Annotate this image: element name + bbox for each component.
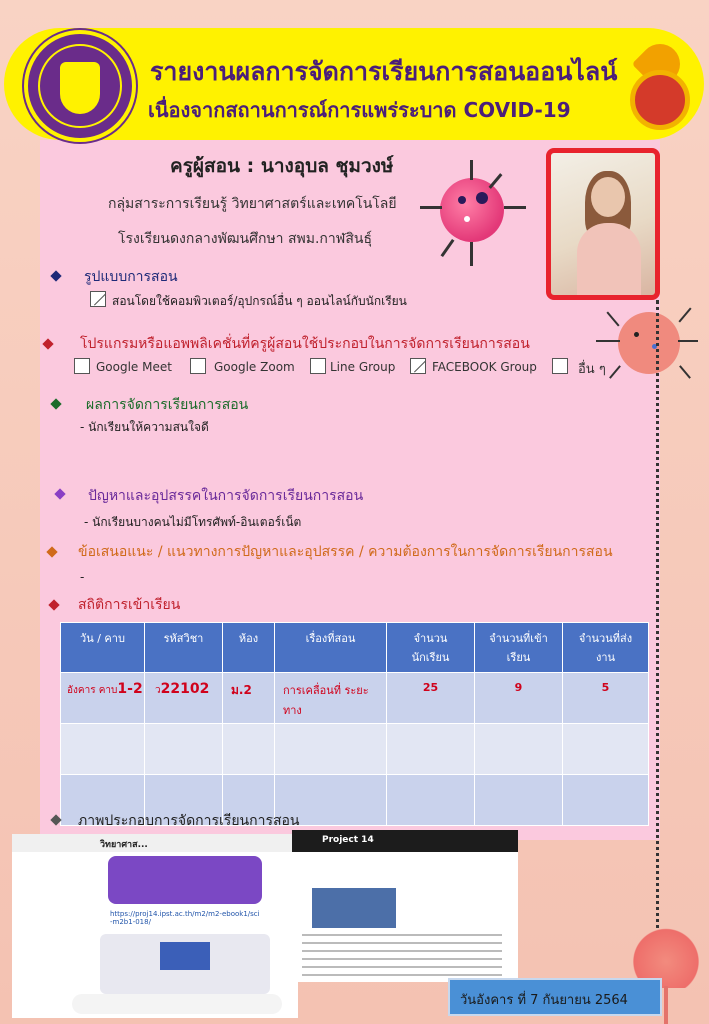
- teaching-format-label: รูปแบบการสอน: [84, 269, 178, 285]
- virus-spike: [596, 340, 620, 342]
- project14-screenshot: [292, 830, 518, 982]
- dotted-decoration: [656, 300, 659, 990]
- code-number: 22102: [160, 681, 210, 697]
- virus-spike: [678, 307, 691, 322]
- suggestions-label: ข้อเสนอแนะ / แนวทางการปัญหาและอุปสรรค / ความต้องการในการจัดการเรียนการสอน: [78, 544, 613, 560]
- report-subtitle: เนื่องจากสถานการณ์การแพร่ระบาด COVID-19: [148, 98, 571, 122]
- line-group-checkbox[interactable]: [310, 358, 326, 374]
- teacher-photo: [546, 148, 660, 300]
- virus-spike: [678, 340, 698, 342]
- virus-icon: [440, 178, 504, 242]
- virus-spike: [470, 242, 473, 266]
- day-period: 1-2: [117, 681, 143, 697]
- teacher-department: กลุ่มสาระการเรียนรู้ วิทยาศาสตร์และเทคโนโลยี: [108, 196, 397, 212]
- flower-stem: [664, 986, 668, 1024]
- cell-day: [61, 673, 145, 724]
- table-row-empty: [61, 724, 649, 775]
- apps-label: โปรแกรมหรือแอพพลิเคชั่นที่ครูผู้สอนใช้ประกอบในการจัดการเรียนการสอน: [80, 336, 530, 352]
- facebook-group-label: FACEBOOK Group: [432, 360, 537, 374]
- table-header-row: [61, 623, 649, 673]
- problems-label: ปัญหาและอุปสรรคในการจัดการเรียนการสอน: [88, 488, 364, 504]
- virus-spike: [420, 206, 442, 209]
- google-zoom-label: Google Zoom: [214, 360, 295, 374]
- col-header-day: วัน / คาบ: [61, 623, 145, 673]
- chat-link: https://proj14.ipst.ac.th/m2/m2-ebook1/sci-m2b1-018/: [110, 910, 260, 926]
- facebook-group-checkbox[interactable]: [410, 358, 426, 374]
- school-seal-icon: [24, 30, 136, 142]
- report-date: วันอังคาร ที่ 7 กันยายน 2564: [448, 978, 662, 1016]
- cell-attended: 9: [475, 673, 563, 724]
- col-header-topic: เรื่องที่สอน: [275, 623, 387, 673]
- virus-spike: [679, 365, 691, 379]
- report-title: รายงานผลการจัดการเรียนการสอนออนไลน์: [150, 57, 618, 86]
- results-label: ผลการจัดการเรียนการสอน: [86, 397, 249, 413]
- cell-room: ม.2: [223, 673, 275, 724]
- cell-code: [145, 673, 223, 724]
- col-header-attended: จำนวนที่เข้า เรียน: [475, 623, 563, 673]
- teaching-format-option: สอนโดยใช้คอมพิวเตอร์/อุปกรณ์อื่น ๆ ออนไลน์กับนักเรียน: [112, 294, 407, 308]
- table-row: [61, 673, 649, 724]
- day-prefix: อังคาร คาบ: [67, 685, 118, 696]
- teacher-name: ครูผู้สอน : นางอุบล ชุมวงษ์: [170, 155, 394, 177]
- teacher-school: โรงเรียนดงกลางพัฒนศึกษา สพม.กาฬสินธุ์: [118, 231, 373, 247]
- virus-spike: [470, 160, 473, 180]
- cell-submitted: 5: [563, 673, 649, 724]
- col-header-submitted: จำนวนที่ส่ง งาน: [563, 623, 649, 673]
- code-prefix: ว: [155, 685, 161, 696]
- google-meet-label: Google Meet: [96, 360, 172, 374]
- problems-text: - นักเรียนบางคนไม่มีโทรศัพท์-อินเตอร์เน็ต: [84, 515, 302, 529]
- google-zoom-checkbox[interactable]: [190, 358, 206, 374]
- results-text: - นักเรียนให้ความสนใจดี: [80, 420, 209, 434]
- photos-label: ภาพประกอบการจัดการเรียนการสอน: [78, 813, 300, 829]
- virus-icon: [618, 312, 680, 374]
- suggestions-text: -: [80, 570, 85, 584]
- attendance-table: [60, 622, 649, 826]
- chat-screenshot: [12, 834, 298, 1018]
- cell-students: 25: [387, 673, 475, 724]
- line-group-label: Line Group: [330, 360, 396, 374]
- project14-title: Project 14: [322, 835, 374, 845]
- teaching-format-checkbox[interactable]: [90, 291, 106, 307]
- virus-spike: [504, 206, 526, 209]
- col-header-students: จำนวน นักเรียน: [387, 623, 475, 673]
- col-header-code: รหัสวิชา: [145, 623, 223, 673]
- other-label: อื่น ๆ: [578, 362, 606, 377]
- other-checkbox[interactable]: [552, 358, 568, 374]
- col-header-room: ห้อง: [223, 623, 275, 673]
- cell-topic: การเคลื่อนที่ ระยะทาง: [275, 673, 387, 724]
- chat-title: วิทยาศาส...: [100, 840, 148, 850]
- stats-label: สถิติการเข้าเรียน: [78, 597, 181, 613]
- google-meet-checkbox[interactable]: [74, 358, 90, 374]
